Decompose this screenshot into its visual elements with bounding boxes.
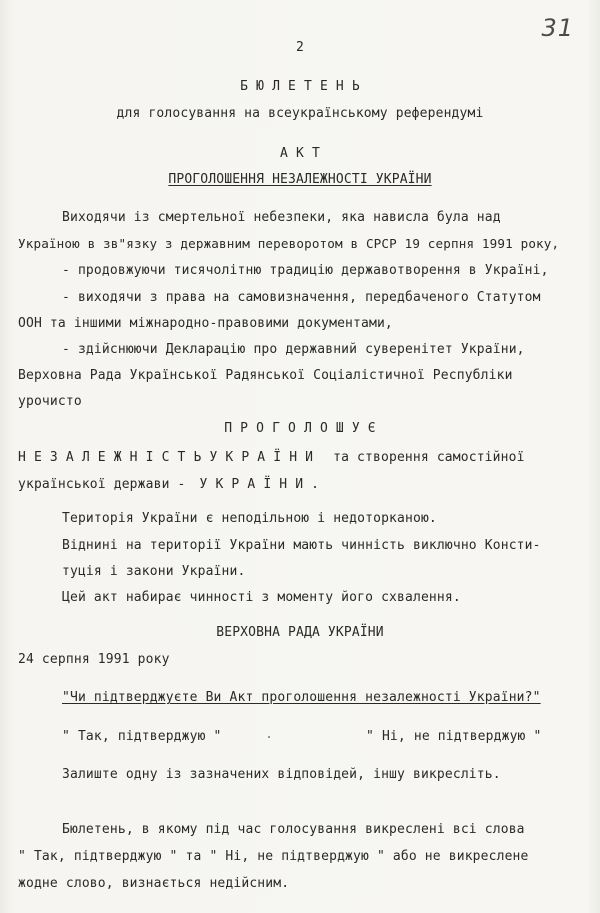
answer-no: " Ні, не підтверджую " [366, 729, 542, 744]
invalid-ballot-note-line-1: Бюлетень, в якому під час голосування викреслені всі слова [62, 822, 525, 837]
independence-line-2-start: української держави - [18, 477, 186, 492]
archive-page-number: 31 [541, 14, 574, 42]
ballot-subtitle: для голосування на всеукраїнському референдумі [116, 106, 484, 121]
territory-line-2: Віднині на території України мають чинність виключно Консти- [62, 538, 541, 553]
voting-instruction: Залиште одну із зазначених відповідей, іншу викресліть. [62, 767, 501, 782]
invalid-ballot-note-line-3: жодне слово, визнається недійсним. [18, 876, 290, 891]
signature-block: ВЕРХОВНА РАДА УКРАЇНИ [216, 625, 384, 640]
body-paragraph-3-line-1: - виходячи з права на самовизначення, передбаченого Статутом [62, 290, 541, 305]
ink-dot [268, 736, 270, 738]
body-paragraph-4-line-3: урочисто [18, 394, 82, 409]
act-heading: А К Т [280, 146, 320, 161]
ukraine-spaced-text: У К Р А Ї Н И . [199, 477, 320, 492]
body-paragraph-4-line-2: Верховна Рада Української Радянської Соціалістичної Республіки [18, 368, 513, 383]
body-paragraph-1-line-2: Україною в зв"язку з державним переворотом в СРСР 19 серпня 1991 року, [18, 236, 560, 251]
ballot-title: Б Ю Л Е Т Е Н Ь [240, 79, 360, 94]
territory-line-3: туція і закони України. [62, 564, 246, 579]
territory-line-4: Цей акт набирає чинності з моменту його схвалення. [62, 590, 461, 605]
page-number: 2 [296, 40, 304, 55]
territory-line-1: Територія України є неподільною і недоторканою. [62, 511, 437, 526]
act-title: ПРОГОЛОШЕННЯ НЕЗАЛЕЖНОСТІ УКРАЇНИ [168, 172, 432, 187]
act-date: 24 серпня 1991 року [18, 652, 170, 667]
independence-line-1 [18, 450, 525, 466]
referendum-question: "Чи підтверджуєте Ви Акт проголошення незалежності України?" [62, 690, 541, 705]
independence-line-1-rest: та створення самостійної [333, 450, 525, 465]
body-paragraph-3-line-2: ООН та іншими міжнародно-правовими документами, [18, 316, 393, 331]
invalid-ballot-note-line-2: " Так, підтверджую " та " Ні, не підтверджую " або не викреслене [18, 849, 529, 864]
proclaims-heading: П Р О Г О Л О Ш У Є [224, 421, 376, 436]
body-paragraph-1-line-1: Виходячи із смертельної небезпеки, яка нависла була над [62, 210, 501, 225]
body-paragraph-2: - продовжуючи тисячолітню традицію державотворення в Україні, [62, 263, 549, 278]
body-paragraph-4-line-1: - здійснюючи Декларацію про державний суверенітет України, [62, 342, 525, 357]
independence-spaced-text: Н Е З А Л Е Ж Н І С Т Ь У К Р А Ї Н И [18, 450, 314, 465]
answer-yes: " Так, підтверджую " [62, 729, 222, 744]
independence-line-2 [18, 477, 319, 493]
